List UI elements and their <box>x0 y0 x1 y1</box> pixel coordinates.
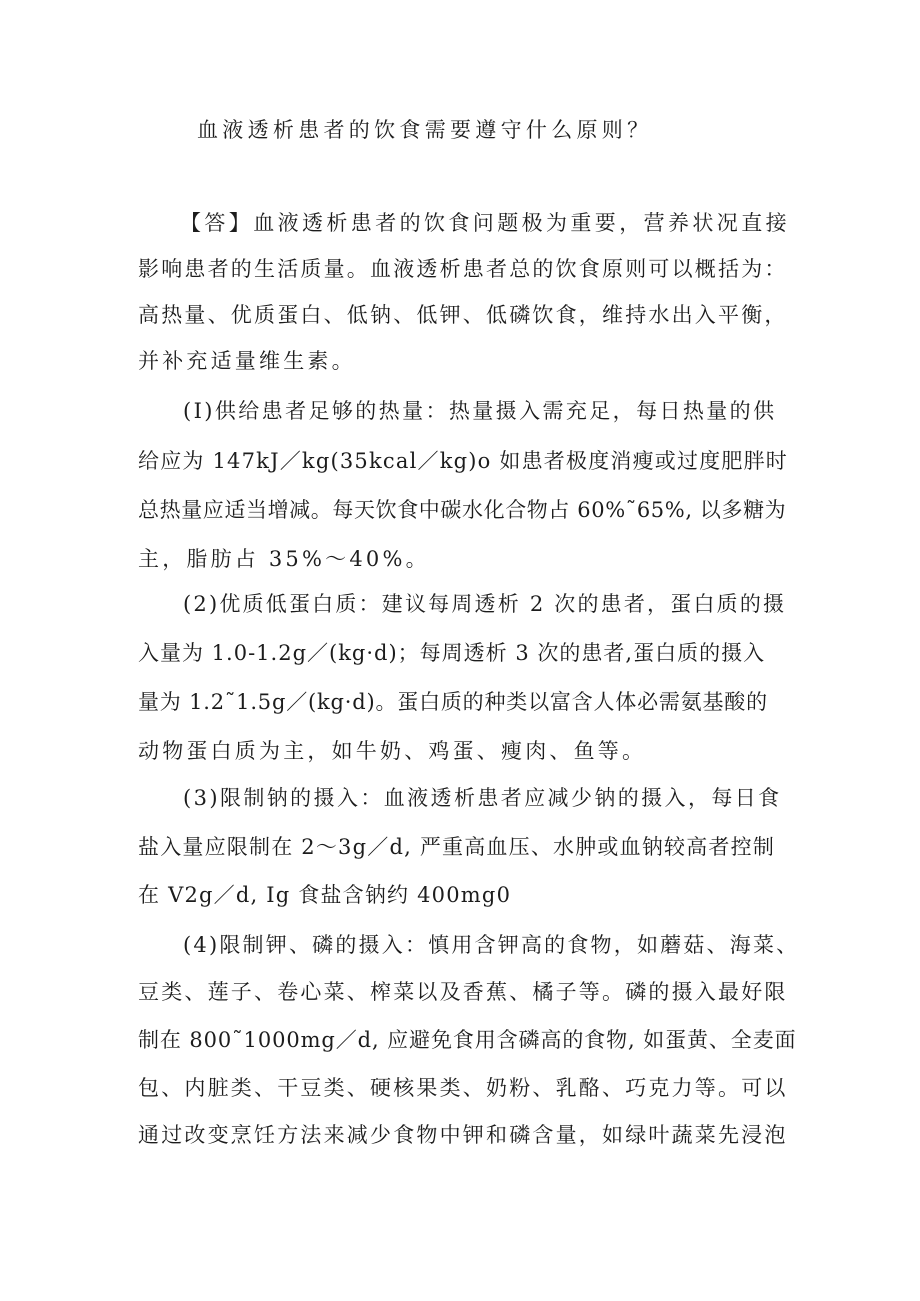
paragraph-line: 给应为 147kJ／kg(35kcal／kg)o 如患者极度消瘦或过度肥胖时 <box>138 449 788 473</box>
paragraph-line: 通过改变烹饪方法来减少食物中钾和磷含量，如绿叶蔬菜先浸泡 <box>138 1123 788 1147</box>
document-title: 血液透析患者的饮食需要遵守什么原则？ <box>197 118 653 142</box>
paragraph-line: 主，脂肪占 35%～40%。 <box>138 547 430 571</box>
paragraph-line: 包、内脏类、干豆类、硬核果类、奶粉、乳酪、巧克力等。可以 <box>138 1076 788 1100</box>
paragraph-line: 动物蛋白质为主，如牛奶、鸡蛋、瘦肉、鱼等。 <box>138 739 647 763</box>
paragraph-line: 影响患者的生活质量。血液透析患者总的饮食原则可以概括为： <box>138 257 788 281</box>
paragraph-line: 【答】血液透析患者的饮食问题极为重要，营养状况直接 <box>180 211 790 235</box>
paragraph-line: 盐入量应限制在 2～3g／d, 严重高血压、水肿或血钠较高者控制 <box>138 835 776 859</box>
paragraph-line: (4)限制钾、磷的摄入：慎用含钾高的食物，如蘑菇、海菜、 <box>183 933 800 957</box>
paragraph-line: 入量为 1.0-1.2g／(kg·d)；每周透析 3 次的患者,蛋白质的摄入 <box>138 641 766 665</box>
paragraph-line: 量为 1.2˜1.5g／(kg·d)。蛋白质的种类以富含人体必需氨基酸的 <box>138 690 768 714</box>
paragraph-line: 在 V2g／d, Ig 食盐含钠约 400mg0 <box>138 883 512 907</box>
paragraph-line: 制在 800˜1000mg／d, 应避免食用含磷高的食物, 如蛋黄、全麦面 <box>138 1028 797 1052</box>
paragraph-line: (2)优质低蛋白质：建议每周透析 2 次的患者，蛋白质的摄 <box>183 592 787 616</box>
paragraph-line: 总热量应适当增减。每天饮食中碳水化合物占 60%˜65%, 以多糖为 <box>138 498 787 522</box>
paragraph-line: 豆类、莲子、卷心菜、榨菜以及香蕉、橘子等。磷的摄入最好限 <box>138 980 788 1004</box>
paragraph-line: 高热量、优质蛋白、低钠、低钾、低磷饮食，维持水出入平衡， <box>138 303 788 327</box>
paragraph-line: 并补充适量维生素。 <box>138 349 356 373</box>
paragraph-line: (3)限制钠的摄入：血液透析患者应减少钠的摄入，每日食 <box>183 786 782 810</box>
paragraph-line: (I)供给患者足够的热量：热量摄入需充足，每日热量的供 <box>183 399 777 423</box>
